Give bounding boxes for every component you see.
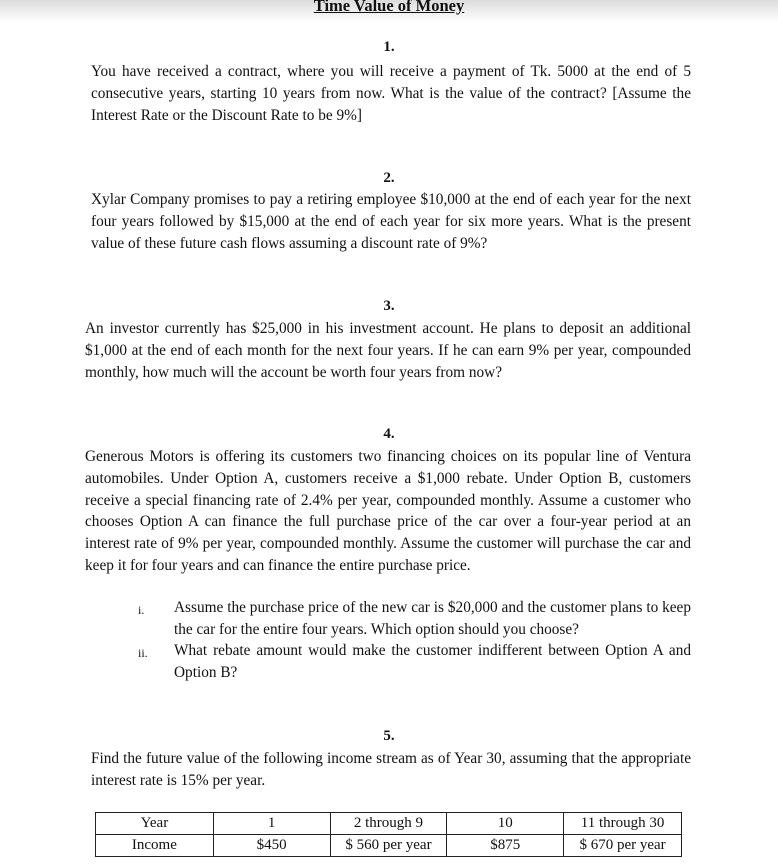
table-cell: 10 [447,813,564,835]
subitem-i-text: Assume the purchase price of the new car is $20,000 and the customer plans to keep the car for the entire four years. Which option should you choose? [174,599,691,638]
subitem-ii-marker: ii. [138,646,148,660]
table-cell: 2 through 9 [330,813,447,835]
income-stream-table [95,812,682,857]
table-cell: 11 through 30 [564,813,682,835]
subitem-i-marker: i. [138,603,145,617]
table-cell: 1 [213,813,330,835]
question-4-text: Generous Motors is offering its customers two financing choices on its popular line of Ventura automobiles. Under Option A, customers receive a $1,000 rebate. Under Option B, customers receive a special financing rate of 2.4% per year, compounded monthly. Assume a customer who chooses Option A can finance the full purchase price of the car over a four-year period at an interest rate of 9% per year, compounded monthly. Assume the customer will purchase the car and keep it for four years and can finance the entire purchase price. [85,448,691,574]
question-4-number: 4. [383,426,395,442]
question-2-text: Xylar Company promises to pay a retiring employee $10,000 at the end of each year for the next four years followed by $15,000 at the end of each year for six more years. What is the present value of these future cash flows assuming a discount rate of 9%? [91,191,691,252]
question-5-number: 5. [383,728,395,744]
question-5-text: Find the future value of the following income stream as of Year 30, assuming that the appropriate interest rate is 15% per year. [91,750,691,789]
table-cell: $450 [213,835,330,857]
table-cell: $875 [447,835,564,857]
question-1-number: 1. [383,39,395,55]
table-row [96,813,682,835]
table-row [96,835,682,857]
question-3-number: 3. [383,298,395,314]
table-cell: Year [96,813,214,835]
question-3-text: An investor currently has $25,000 in his investment account. He plans to deposit an additional $1,000 at the end of each month for the next four years. If he can earn 9% per year, compounded monthly, how much will the account be worth four years from now? [85,320,691,381]
subitem-ii-text: What rebate amount would make the customer indifferent between Option A and Option B? [174,642,691,681]
table-cell: Income [96,835,214,857]
question-2-number: 2. [383,170,395,186]
table-cell: $ 560 per year [330,835,447,857]
document-title: Time Value of Money [313,0,465,15]
question-1-text: You have received a contract, where you will receive a payment of Tk. 5000 at the end of 5 consecutive years, starting 10 years from now. What is the value of the contract? [Assume the Interest Rate or the Discount Rate to be 9%] [91,63,691,124]
table-cell: $ 670 per year [564,835,682,857]
